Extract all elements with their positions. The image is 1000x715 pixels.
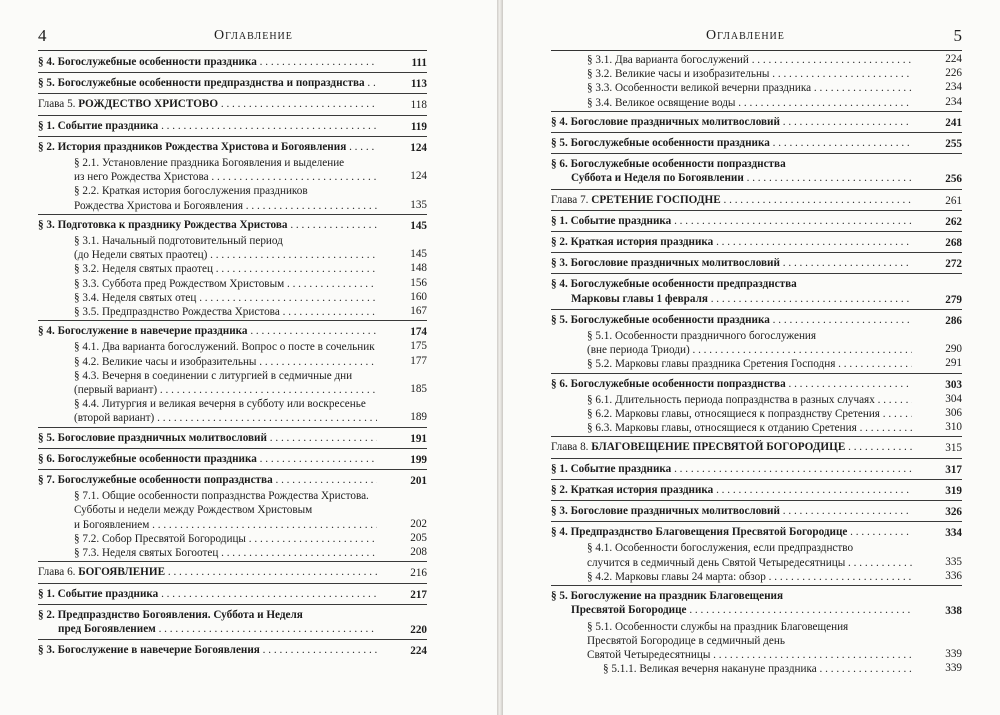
section-divider xyxy=(38,469,427,470)
toc-page-number: 241 xyxy=(945,116,962,129)
toc-page-number: 304 xyxy=(945,392,962,405)
toc-subsection-entry[interactable] xyxy=(551,662,962,676)
toc-entry-title xyxy=(38,643,427,657)
toc-page-number: 255 xyxy=(945,138,962,151)
toc-subsection-entry[interactable] xyxy=(551,570,962,584)
toc-entry-title xyxy=(551,589,962,617)
toc-entry-title xyxy=(38,119,427,133)
toc-entry-title xyxy=(38,473,427,487)
toc-page-number: 118 xyxy=(410,99,427,112)
left-page xyxy=(0,0,497,715)
section-divider xyxy=(38,93,427,94)
toc-page-number: 191 xyxy=(410,432,427,445)
section-divider xyxy=(38,583,427,584)
toc-chapter-entry[interactable] xyxy=(551,438,962,456)
toc-page-number: 199 xyxy=(410,453,427,466)
toc-entry-title xyxy=(587,421,962,435)
toc-page-number: 315 xyxy=(945,442,962,455)
toc-entry-line: § 3.2. Великие часы и изобразительны . . . xyxy=(587,67,912,81)
toc-entry-title xyxy=(38,55,427,69)
toc-section-entry[interactable] xyxy=(38,606,427,638)
section-divider xyxy=(551,210,962,211)
toc-entry-line: Пресвятой Богородице в седмичный день xyxy=(587,634,785,647)
toc-section-entry[interactable] xyxy=(38,53,427,71)
toc-page-number: 135 xyxy=(410,198,427,211)
header-rule xyxy=(551,50,962,51)
toc-page-number: 310 xyxy=(945,421,962,434)
toc-section-entry[interactable] xyxy=(551,134,962,152)
toc-entry-line: § 2.2. Краткая история богослужения праздников xyxy=(74,185,308,198)
toc-subsection-entry[interactable] xyxy=(38,305,427,319)
chapter-title: БОГОЯВЛЕНИЕ xyxy=(78,566,166,579)
toc-entry-title xyxy=(74,369,427,397)
toc-entry-line: Глава 6. БОГОЯВЛЕНИЕ . . . xyxy=(38,565,377,579)
toc-subsection-entry[interactable] xyxy=(551,393,962,407)
toc-entry-line: § 7.1. Общие особенности попразднства Рождества Христова. xyxy=(74,490,369,503)
toc-entry-title xyxy=(551,193,962,207)
toc-page-number: 224 xyxy=(410,645,427,658)
toc-page-number: 306 xyxy=(945,407,962,420)
toc-entry-title xyxy=(587,393,962,407)
toc-subsection-entry[interactable] xyxy=(551,67,962,81)
toc-page-number: 145 xyxy=(410,219,427,232)
section-divider xyxy=(551,252,962,253)
toc-section-entry[interactable] xyxy=(551,587,962,619)
section-divider xyxy=(551,273,962,274)
section-divider xyxy=(38,115,427,116)
toc-section-entry[interactable] xyxy=(551,275,962,307)
toc-page-number: 216 xyxy=(410,567,427,580)
toc-entry-line: § 3. Подготовка к празднику Рождества Христова . . . xyxy=(38,218,377,232)
toc-page-number: 124 xyxy=(410,170,427,183)
toc-subsection-entry[interactable] xyxy=(38,397,427,425)
toc-page-number: 261 xyxy=(945,194,962,207)
toc-entry-line: Марковы главы 1 февраля . . . xyxy=(551,292,912,306)
toc-subsection-entry[interactable] xyxy=(38,489,427,532)
toc-subsection-entry[interactable] xyxy=(38,369,427,397)
toc-section-entry[interactable] xyxy=(551,481,962,499)
toc-entry-title xyxy=(551,214,962,228)
toc-entry-line: § 3.4. Великое освящение воды . . . xyxy=(587,96,912,110)
toc-section-entry[interactable] xyxy=(38,74,427,92)
toc-entry-line: § 7.2. Собор Пресвятой Богородицы . . . xyxy=(74,532,377,546)
chapter-title: БЛАГОВЕЩЕНИЕ ПРЕСВЯТОЙ БОГОРОДИЦЕ xyxy=(591,441,846,454)
toc-section-entry[interactable] xyxy=(551,212,962,230)
toc-page-number: 111 xyxy=(411,57,427,69)
toc-entry-line: § 5.1. Особенности праздничного богослужения xyxy=(587,330,817,343)
toc-page-number: 119 xyxy=(410,120,427,133)
toc-entry-line: § 1. Событие праздника . . . xyxy=(551,214,912,228)
toc-entry-title xyxy=(587,357,962,371)
toc-page-number: 234 xyxy=(945,81,962,94)
section-divider xyxy=(38,320,427,321)
toc-entry-line: (второй вариант) . . . xyxy=(74,411,377,425)
section-divider xyxy=(38,72,427,73)
toc-entry-title xyxy=(551,377,962,391)
toc-page-number: 160 xyxy=(410,290,427,303)
toc-page-number: 175 xyxy=(410,340,427,353)
toc-section-entry[interactable] xyxy=(38,450,427,468)
section-divider xyxy=(551,373,962,374)
section-divider xyxy=(38,561,427,562)
toc-subsection-entry[interactable] xyxy=(551,96,962,110)
toc-entry-title xyxy=(587,620,962,663)
toc-entry-title xyxy=(38,97,427,111)
toc-section-entry[interactable] xyxy=(38,585,427,603)
section-divider xyxy=(551,189,962,190)
toc-page-number: 303 xyxy=(945,378,962,391)
toc-entry-line: § 4. Богослужебные особенности праздника . . . xyxy=(38,55,377,69)
toc-entry-line: § 3. Богослужение в навечерие Богоявления . . . xyxy=(38,643,377,657)
toc-subsection-entry[interactable] xyxy=(38,532,427,546)
toc-entry-title xyxy=(38,140,427,154)
toc-entry-title xyxy=(587,570,962,584)
toc-entry-line: § 1. Событие праздника . . . xyxy=(38,587,377,601)
toc-entry-line: § 5.2. Марковы главы праздника Сретения Господня . . . xyxy=(587,357,912,371)
toc-section-entry[interactable] xyxy=(551,523,962,541)
toc-entry-title xyxy=(38,608,427,636)
toc-entry-line: (до Недели святых праотец) . . . xyxy=(74,248,377,262)
toc-entry-title xyxy=(587,67,962,81)
toc-entry-line: Суббота и Неделя по Богоявлении . . . xyxy=(551,171,912,185)
toc-page-number: 336 xyxy=(945,569,962,582)
section-divider xyxy=(38,448,427,449)
running-title: Оглавление xyxy=(214,28,293,43)
toc-entry-line: § 4. Богословие праздничных молитвословий . . . xyxy=(551,115,912,129)
toc-entry-line: § 3. Богословие праздничных молитвословий . . . xyxy=(551,504,912,518)
toc-entry-line: § 5. Богослужебные особенности предпразднства и попразднства . . . xyxy=(38,76,377,90)
toc-page-number: 177 xyxy=(410,354,427,367)
toc-subsection-entry[interactable] xyxy=(38,340,427,354)
toc-entry-title xyxy=(551,313,962,327)
toc-entry-title xyxy=(74,156,427,184)
toc-entry-line: (вне периода Триоди) . . . xyxy=(587,343,912,357)
section-divider xyxy=(551,111,962,112)
toc-page-number: 290 xyxy=(945,343,962,356)
toc-entry-title xyxy=(38,587,427,601)
toc-entry-line: § 2.1. Установление праздника Богоявления и выделение xyxy=(74,157,345,170)
toc-page-number: 319 xyxy=(945,484,962,497)
toc-entry-line: Глава 5. РОЖДЕСТВО ХРИСТОВО . . . xyxy=(38,97,377,111)
toc-subsection-entry[interactable] xyxy=(551,329,962,357)
table-of-contents-right xyxy=(551,53,962,676)
toc-subsection-entry[interactable] xyxy=(551,407,962,421)
toc-entry-line: (первый вариант) . . . xyxy=(74,383,377,397)
toc-entry-title xyxy=(38,431,427,445)
toc-entry-line: Святой Четыредесятницы . . . xyxy=(587,648,912,662)
toc-page-number: 220 xyxy=(410,623,427,636)
toc-entry-title xyxy=(74,277,427,291)
toc-subsection-entry[interactable] xyxy=(551,357,962,371)
toc-entry-line: § 6.2. Марковы главы, относящиеся к попразднству Сретения . . . xyxy=(587,407,912,421)
toc-entry-line: случится в седмичный день Святой Четыредесятницы . . . xyxy=(587,556,912,570)
toc-entry-title xyxy=(587,541,962,569)
section-divider xyxy=(38,604,427,605)
toc-section-entry[interactable] xyxy=(551,155,962,187)
toc-page-number: 286 xyxy=(945,314,962,327)
toc-page-number: 202 xyxy=(410,517,427,530)
toc-entry-line: § 4.4. Литургия и великая вечерня в субботу или воскресенье xyxy=(74,398,366,411)
toc-entry-line: § 3.1. Два варианта богослужений . . . xyxy=(587,53,912,67)
toc-section-entry[interactable] xyxy=(38,138,427,156)
toc-entry-line: пред Богоявлением . . . xyxy=(38,622,377,636)
toc-subsection-entry[interactable] xyxy=(551,541,962,569)
toc-page-number: 217 xyxy=(410,588,427,601)
toc-page-number: 226 xyxy=(945,67,962,80)
toc-entry-title xyxy=(551,256,962,270)
toc-entry-line: § 7. Богослужебные особенности попразднства . . . xyxy=(38,473,377,487)
section-divider xyxy=(551,231,962,232)
page-number: 4 xyxy=(38,26,47,45)
toc-entry-line: § 5. Богослужение на праздник Благовещения xyxy=(551,590,784,603)
toc-entry-title xyxy=(587,81,962,95)
toc-entry-title xyxy=(551,483,962,497)
toc-chapter-entry[interactable] xyxy=(551,191,962,209)
toc-section-entry[interactable] xyxy=(38,216,427,234)
toc-entry-line: § 5. Богослужебные особенности праздника . . . xyxy=(551,313,912,327)
toc-entry-title xyxy=(74,532,427,546)
section-divider xyxy=(551,436,962,437)
page-number: 5 xyxy=(953,26,962,45)
toc-entry-title xyxy=(38,324,427,338)
toc-entry-line: § 2. Краткая история праздника . . . xyxy=(551,483,912,497)
toc-chapter-entry[interactable] xyxy=(38,95,427,113)
toc-section-entry[interactable] xyxy=(551,502,962,520)
toc-entry-line: § 4.1. Особенности богослужения, если предпразднство xyxy=(587,542,854,555)
toc-page-number: 185 xyxy=(410,383,427,396)
toc-entry-title xyxy=(551,277,962,305)
toc-subsection-entry[interactable] xyxy=(38,291,427,305)
toc-entry-line: § 2. Краткая история праздника . . . xyxy=(551,235,912,249)
toc-entry-title xyxy=(74,291,427,305)
toc-entry-title xyxy=(551,157,962,185)
section-divider xyxy=(551,500,962,501)
toc-page-number: 205 xyxy=(410,531,427,544)
section-divider xyxy=(38,639,427,640)
toc-entry-line: § 6. Богослужебные особенности попразднства xyxy=(551,158,786,171)
toc-entry-title xyxy=(38,452,427,466)
toc-entry-line: § 3.3. Суббота пред Рождеством Христовым . . . xyxy=(74,277,377,291)
toc-entry-title xyxy=(551,136,962,150)
toc-subsection-entry[interactable] xyxy=(551,53,962,67)
toc-entry-title xyxy=(74,340,427,354)
section-divider xyxy=(551,309,962,310)
section-divider xyxy=(551,153,962,154)
toc-entry-line: § 3.2. Неделя святых праотец . . . xyxy=(74,262,377,276)
toc-entry-title xyxy=(74,355,427,369)
running-title: Оглавление xyxy=(706,28,785,43)
toc-entry-title xyxy=(587,329,962,357)
toc-entry-title xyxy=(38,565,427,579)
toc-section-entry[interactable] xyxy=(38,471,427,489)
toc-entry-line: § 6. Богослужебные особенности попразднства . . . xyxy=(551,377,912,391)
toc-entry-line: § 3.3. Особенности великой вечерни праздника . . . xyxy=(587,81,912,95)
toc-entry-line: Субботы и недели между Рождеством Христовым xyxy=(74,504,313,517)
section-divider xyxy=(551,132,962,133)
toc-entry-line: § 3.4. Неделя святых отец . . . xyxy=(74,291,377,305)
toc-entry-title xyxy=(74,184,427,212)
toc-entry-line: § 2. Предпразднство Богоявления. Суббота и Неделя xyxy=(38,608,303,621)
toc-entry-line: § 4.2. Великие часы и изобразительны . . . xyxy=(74,355,377,369)
table-of-contents-left xyxy=(38,53,427,659)
section-divider xyxy=(551,458,962,459)
toc-subsection-entry[interactable] xyxy=(38,262,427,276)
toc-entry-line: Рождества Христова и Богоявления . . . xyxy=(74,199,377,213)
toc-entry-line: § 6. Богослужебные особенности праздника . . . xyxy=(38,452,377,466)
toc-subsection-entry[interactable] xyxy=(38,156,427,184)
toc-entry-line: и Богоявлением . . . xyxy=(74,518,377,532)
toc-entry-line: § 2. История праздников Рождества Христова и Богоявления . . . xyxy=(38,140,377,154)
toc-entry-line: § 1. Событие праздника . . . xyxy=(551,462,912,476)
toc-entry-title xyxy=(587,407,962,421)
toc-entry-title xyxy=(551,462,962,476)
toc-entry-title xyxy=(74,546,427,560)
toc-page-number: 174 xyxy=(410,326,427,339)
toc-entry-line: § 4.3. Вечерня в соединении с литургией в седмичные дни xyxy=(74,369,353,382)
toc-subsection-entry[interactable] xyxy=(551,421,962,435)
toc-page-number: 279 xyxy=(945,293,962,306)
toc-page-number: 339 xyxy=(945,662,962,675)
toc-subsection-entry[interactable] xyxy=(38,546,427,560)
toc-page-number: 291 xyxy=(945,357,962,370)
toc-page-number: 234 xyxy=(945,95,962,108)
section-divider xyxy=(551,585,962,586)
toc-entry-title xyxy=(38,218,427,232)
toc-section-entry[interactable] xyxy=(551,311,962,329)
right-page-header xyxy=(551,26,962,48)
toc-section-entry[interactable] xyxy=(38,322,427,340)
toc-entry-title xyxy=(38,76,427,90)
toc-entry-line: § 4.2. Марковы главы 24 марта: обзор . . . xyxy=(587,570,912,584)
toc-entry-line: § 7.3. Неделя святых Богоотец . . . xyxy=(74,546,377,560)
toc-section-entry[interactable] xyxy=(551,460,962,478)
toc-entry-title xyxy=(74,305,427,319)
toc-entry-line: § 4.1. Два варианта богослужений. Вопрос о посте в сочельник . . . xyxy=(74,340,377,354)
toc-section-entry[interactable] xyxy=(551,113,962,131)
toc-entry-line: § 5. Богослужебные особенности праздника . . . xyxy=(551,136,912,150)
chapter-title: РОЖДЕСТВО ХРИСТОВО xyxy=(78,98,219,111)
toc-page-number: 113 xyxy=(410,78,427,91)
toc-entry-line: § 6.1. Длительность периода попразднства в разных случаях . . . xyxy=(587,393,912,407)
section-divider xyxy=(38,427,427,428)
section-divider xyxy=(38,136,427,137)
toc-entry-line: Пресвятой Богородице . . . xyxy=(551,603,912,617)
chapter-title: СРЕТЕНИЕ ГОСПОДНЕ xyxy=(591,193,721,206)
toc-entry-title xyxy=(587,53,962,67)
toc-page-number: 335 xyxy=(945,555,962,568)
toc-entry-line: § 5.1. Особенности службы на праздник Благовещения xyxy=(587,620,849,633)
toc-entry-line: § 6.3. Марковы главы, относящиеся к отданию Сретения . . . xyxy=(587,421,912,435)
toc-page-number: 201 xyxy=(410,475,427,488)
toc-subsection-entry[interactable] xyxy=(38,277,427,291)
toc-page-number: 317 xyxy=(945,463,962,476)
toc-section-entry[interactable] xyxy=(38,117,427,135)
toc-page-number: 262 xyxy=(945,215,962,228)
toc-entry-title xyxy=(551,504,962,518)
toc-page-number: 326 xyxy=(945,506,962,519)
toc-section-entry[interactable] xyxy=(38,429,427,447)
toc-page-number: 256 xyxy=(945,173,962,186)
toc-page-number: 272 xyxy=(945,258,962,271)
section-divider xyxy=(551,479,962,480)
toc-entry-line: § 3.5. Предпразднство Рождества Христова . . . xyxy=(74,305,377,319)
toc-entry-line: § 4. Богослужение в навечерие праздника . . . xyxy=(38,324,377,338)
toc-entry-line: § 4. Предпразднство Благовещения Пресвятой Богородице . . . xyxy=(551,525,912,539)
right-page xyxy=(503,0,1000,715)
toc-page-number: 145 xyxy=(410,248,427,261)
toc-page-number: 156 xyxy=(410,276,427,289)
left-page-header xyxy=(38,26,427,48)
toc-entry-title xyxy=(551,440,962,454)
toc-page-number: 224 xyxy=(945,53,962,65)
toc-entry-line: § 5. Богословие праздничных молитвословий . . . xyxy=(38,431,377,445)
toc-subsection-entry[interactable] xyxy=(551,81,962,95)
section-divider xyxy=(551,521,962,522)
toc-page-number: 189 xyxy=(410,411,427,424)
toc-page-number: 338 xyxy=(945,605,962,618)
header-rule xyxy=(38,50,427,51)
toc-entry-line: из него Рождества Христова . . . xyxy=(74,170,377,184)
toc-subsection-entry[interactable] xyxy=(38,355,427,369)
toc-entry-line: § 5.1.1. Великая вечерня накануне праздника . . . xyxy=(603,662,912,676)
toc-section-entry[interactable] xyxy=(38,641,427,659)
toc-page-number: 148 xyxy=(410,262,427,275)
toc-entry-title xyxy=(587,96,962,110)
toc-entry-title xyxy=(74,489,427,532)
toc-entry-title xyxy=(551,115,962,129)
toc-page-number: 339 xyxy=(945,647,962,660)
toc-entry-title xyxy=(74,234,427,262)
toc-entry-title xyxy=(551,525,962,539)
section-divider xyxy=(38,214,427,215)
toc-entry-line: Глава 8. БЛАГОВЕЩЕНИЕ ПРЕСВЯТОЙ БОГОРОДИЦЕ . . . xyxy=(551,440,912,454)
toc-page-number: 208 xyxy=(410,546,427,559)
toc-entry-title xyxy=(603,662,962,676)
toc-section-entry[interactable] xyxy=(551,375,962,393)
toc-subsection-entry[interactable] xyxy=(551,620,962,663)
toc-entry-line: § 3.1. Начальный подготовительный период xyxy=(74,235,283,248)
toc-entry-line: Глава 7. СРЕТЕНИЕ ГОСПОДНЕ . . . xyxy=(551,193,912,207)
toc-entry-line: § 4. Богослужебные особенности предпразднства xyxy=(551,278,797,291)
toc-page-number: 167 xyxy=(410,305,427,318)
toc-entry-line: § 3. Богословие праздничных молитвословий . . . xyxy=(551,256,912,270)
toc-entry-title xyxy=(551,235,962,249)
toc-section-entry[interactable] xyxy=(551,254,962,272)
toc-page-number: 268 xyxy=(945,237,962,250)
toc-page-number: 334 xyxy=(945,527,962,540)
toc-entry-line: § 1. Событие праздника . . . xyxy=(38,119,377,133)
toc-subsection-entry[interactable] xyxy=(38,184,427,212)
toc-subsection-entry[interactable] xyxy=(38,234,427,262)
toc-entry-title xyxy=(74,397,427,425)
toc-page-number: 124 xyxy=(410,141,427,154)
toc-entry-title xyxy=(74,262,427,276)
toc-section-entry[interactable] xyxy=(551,233,962,251)
toc-chapter-entry[interactable] xyxy=(38,563,427,581)
